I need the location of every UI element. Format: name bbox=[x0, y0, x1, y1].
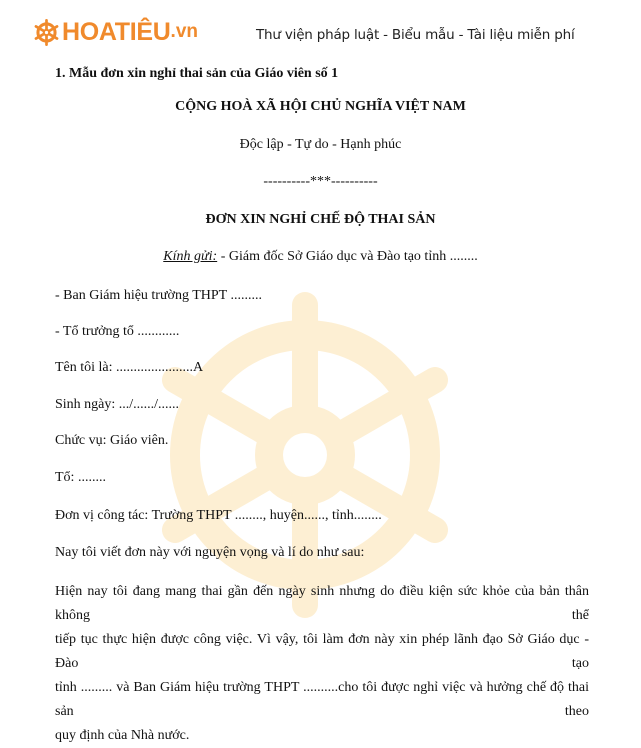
paragraph-line: tiếp tục thực hiện được công việc. Vì vậy, tôi làm đơn này xin phép lãnh đạo Sở Giáo dục - Đào tạo bbox=[55, 632, 589, 671]
field-school-board: - Ban Giám hiệu trường THPT ......... bbox=[55, 288, 262, 303]
logo-text: HOATIÊU bbox=[62, 17, 171, 46]
field-position: Chức vụ: Giáo viên. bbox=[55, 433, 169, 448]
document-title: ĐƠN XIN NGHỈ CHẾ ĐỘ THAI SẢN bbox=[205, 212, 436, 227]
field-group: Tổ: ........ bbox=[55, 470, 106, 485]
field-birthdate: Sinh ngày: .../....../...... bbox=[55, 397, 180, 412]
recipient-label: Kính gửi: bbox=[163, 249, 218, 264]
paragraph-line: Hiện nay tôi đang mang thai gần đến ngày sinh nhưng do điều kiện sức khỏe của bản thân không thể bbox=[55, 584, 589, 623]
logo-domain: .vn bbox=[170, 21, 198, 42]
recipient-line bbox=[0, 249, 641, 265]
paragraph-line: quy định của Nhà nước. bbox=[55, 728, 190, 743]
field-group-leader: - Tổ trưởng tổ ............ bbox=[55, 324, 180, 339]
national-motto: Độc lập - Tự do - Hạnh phúc bbox=[239, 137, 402, 152]
recipient-value: - Giám đốc Sở Giáo dục và Đào tạo tỉnh ........ bbox=[217, 249, 478, 264]
separator: ----------***---------- bbox=[263, 174, 378, 189]
reason-intro: Nay tôi viết đơn này với nguyện vọng và lí do như sau: bbox=[55, 545, 365, 560]
field-workplace: Đơn vị công tác: Trường THPT ........, huyện......, tỉnh........ bbox=[55, 508, 382, 523]
site-tagline: Thư viện pháp luật - Biểu mẫu - Tài liệu miễn phí bbox=[256, 27, 575, 43]
national-heading: CỘNG HOÀ XÃ HỘI CHỦ NGHĨA VIỆT NAM bbox=[175, 99, 466, 114]
paragraph-line: tỉnh ......... và Ban Giám hiệu trường THPT ..........cho tôi được nghỉ việc và hưởng chế độ thai sản theo bbox=[55, 680, 589, 719]
field-name: Tên tôi là: ......................A bbox=[55, 360, 204, 375]
reason-paragraph bbox=[55, 580, 589, 748]
section-title: 1. Mẫu đơn xin nghỉ thai sản của Giáo viên số 1 bbox=[55, 66, 339, 81]
